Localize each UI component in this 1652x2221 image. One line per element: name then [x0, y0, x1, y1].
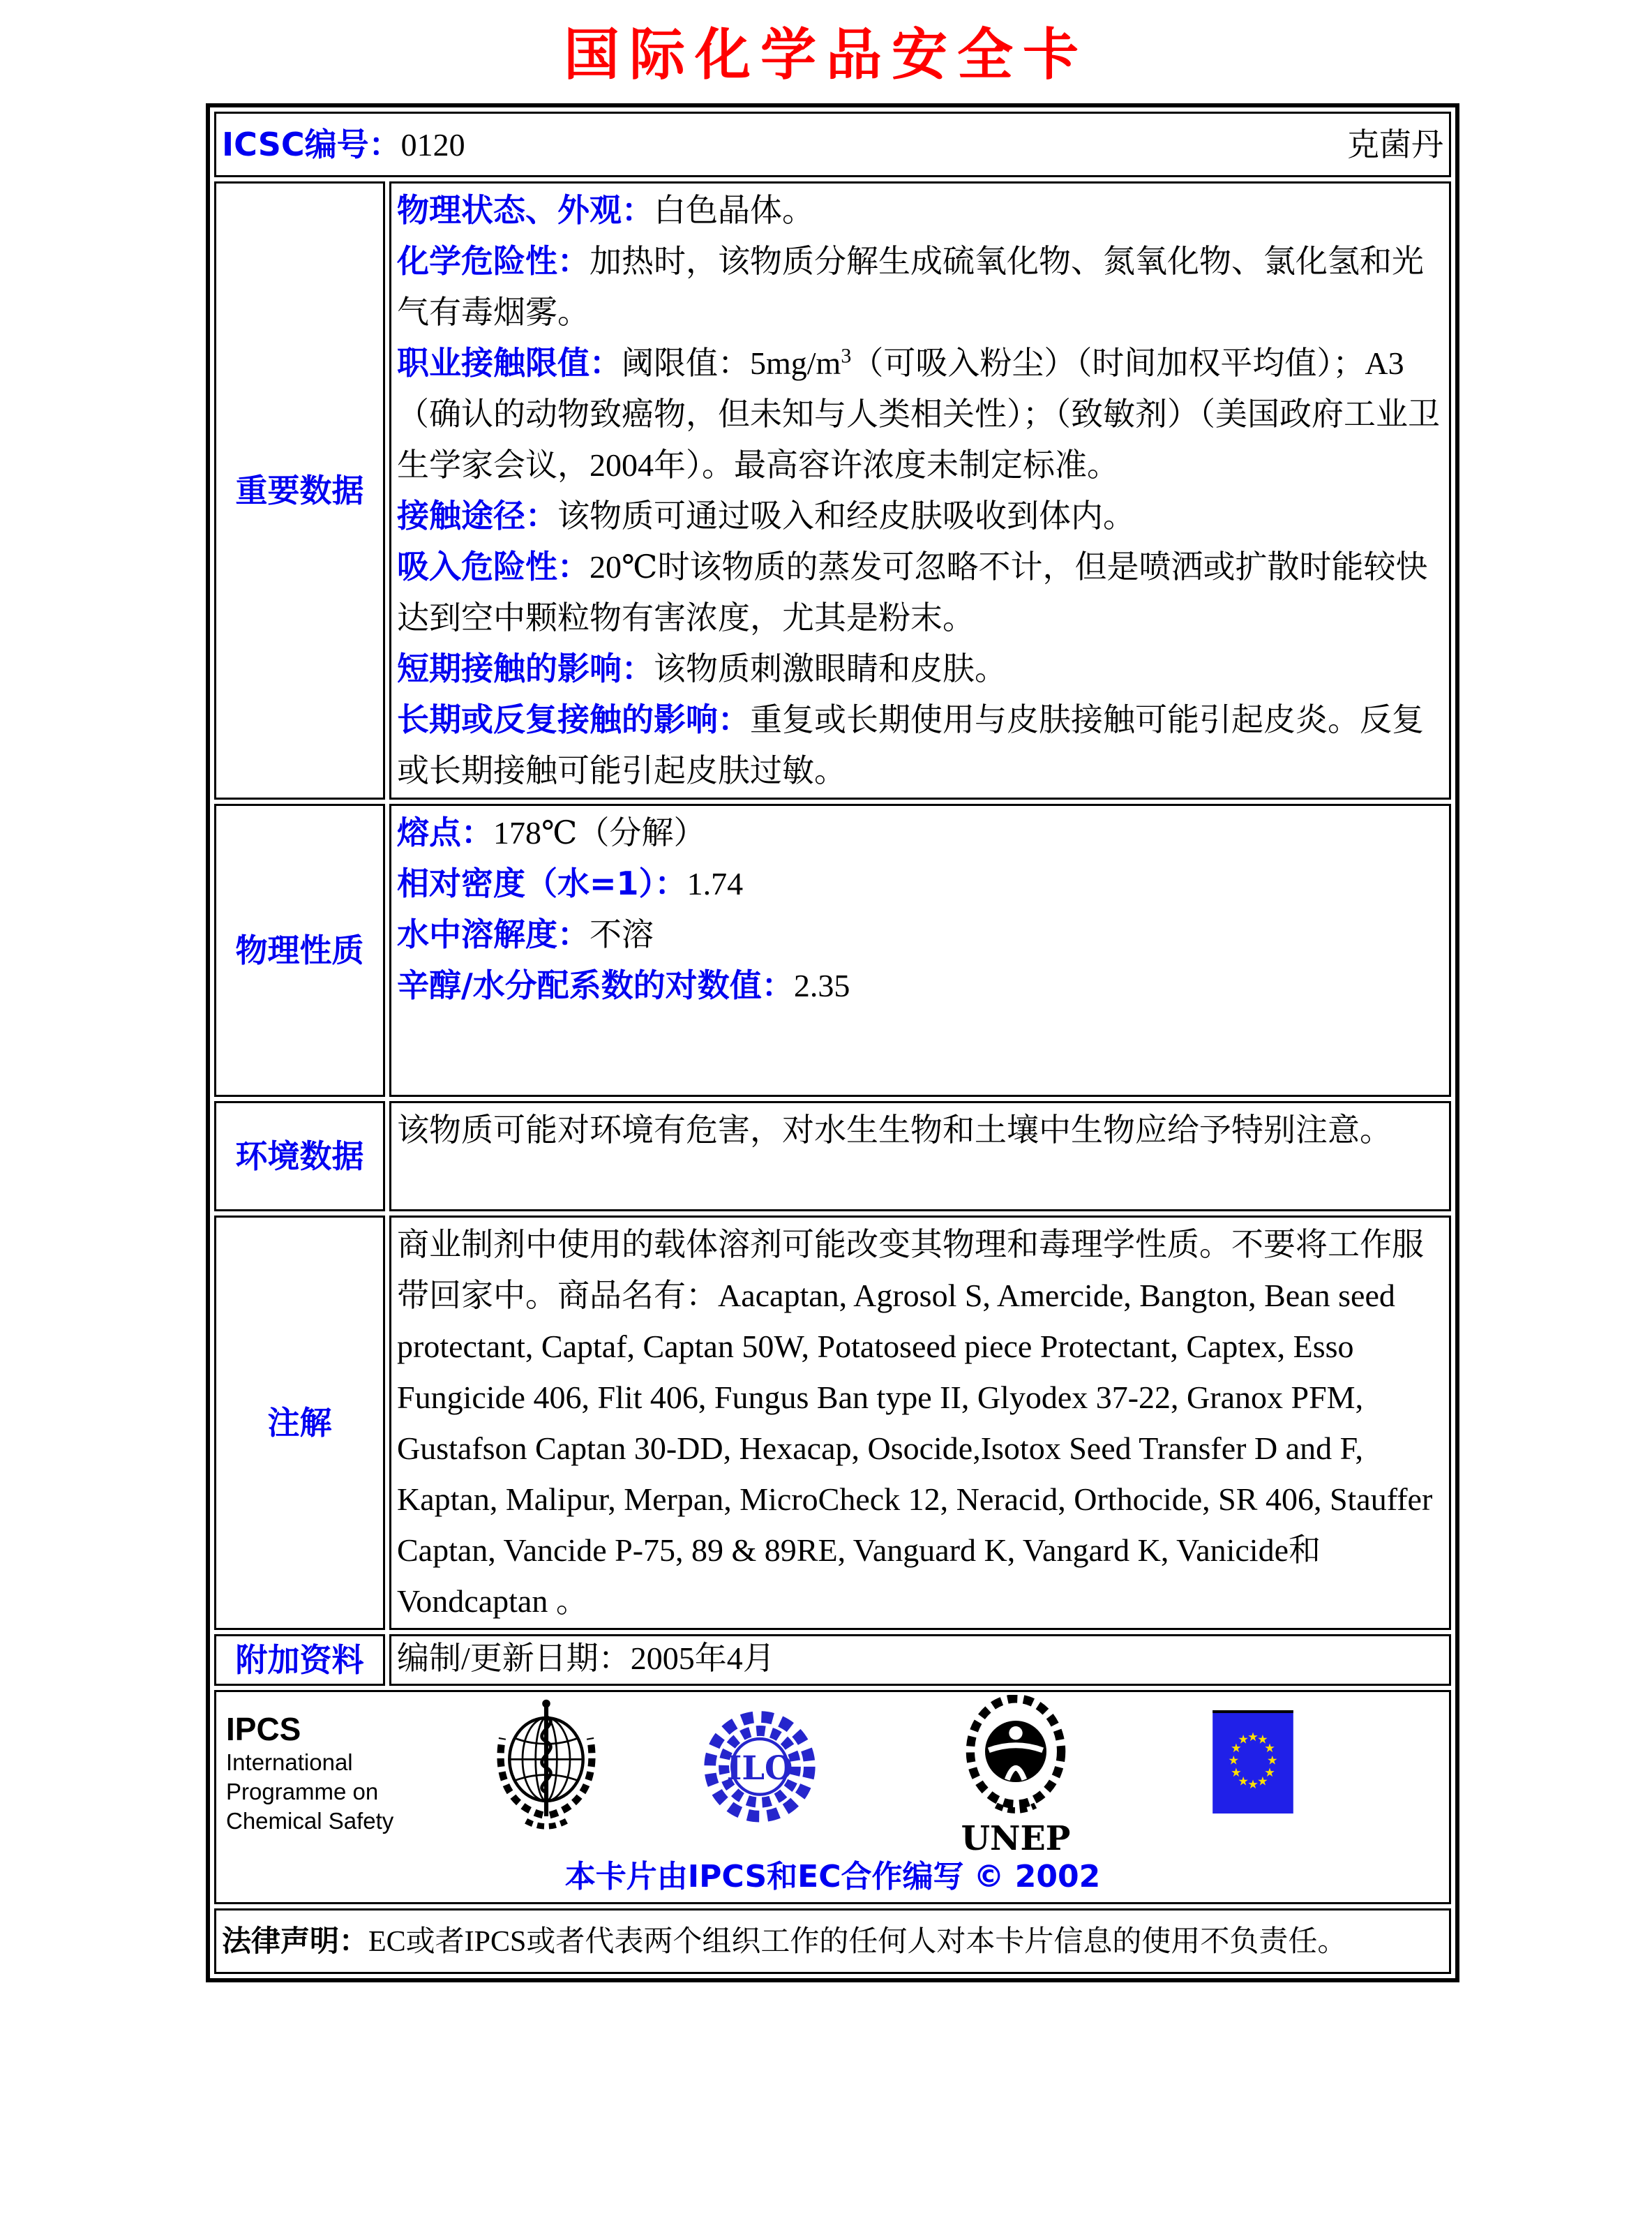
field-row	[397, 236, 1442, 338]
field-value: 不溶	[590, 917, 654, 952]
field-label: 化学危险性：	[397, 242, 590, 280]
ipcs-line-3: Chemical Safety	[226, 1808, 394, 1834]
field-value: 该物质刺激眼睛和皮肤。	[654, 651, 1007, 687]
field-value: 178℃（分解）	[493, 815, 706, 851]
field-row	[397, 694, 1442, 796]
unep-logo-icon	[954, 1695, 1077, 1855]
field-value: 编制/更新日期：2005年4月	[397, 1640, 775, 1676]
notes-content	[389, 1216, 1451, 1630]
field-label: 水中溶解度：	[397, 915, 590, 953]
legal-cell	[214, 1908, 1451, 1974]
field-value: 该物质可通过吸入和经皮肤吸收到体内。	[557, 498, 1135, 534]
field-row	[397, 491, 1442, 541]
section-label-environmental-data: 环境数据	[214, 1101, 385, 1211]
svg-text:★: ★	[1228, 1753, 1240, 1768]
additional-info-content	[389, 1634, 1451, 1686]
icsc-number-field	[222, 119, 465, 170]
legal-label: 法律声明：	[222, 1923, 369, 1958]
field-label: 短期接触的影响：	[397, 650, 654, 687]
field-label: 熔点：	[397, 814, 493, 851]
svg-text:★: ★	[1247, 1730, 1259, 1744]
field-row	[397, 1219, 1442, 1627]
section-label-additional-info: 附加资料	[214, 1634, 385, 1686]
svg-text:★: ★	[1264, 1765, 1275, 1780]
svg-text:★: ★	[1238, 1733, 1249, 1747]
svg-text:★: ★	[1238, 1774, 1249, 1789]
unep-letters: UNEP	[961, 1818, 1071, 1855]
field-value: 1.74	[686, 866, 744, 902]
logos-cell	[214, 1690, 1451, 1904]
field-row	[397, 807, 1442, 858]
environmental-data-content	[389, 1101, 1451, 1211]
ipcs-line-1: International	[226, 1749, 353, 1775]
ilo-letters: ILO	[726, 1749, 793, 1788]
ilo-logo-icon	[702, 1702, 818, 1841]
icsc-card-table	[206, 103, 1459, 1982]
field-label: 物理状态、外观：	[397, 191, 654, 229]
svg-text:★: ★	[1231, 1765, 1242, 1780]
field-label: 职业接触限值：	[397, 344, 622, 382]
field-label: 接触途径：	[397, 497, 557, 534]
field-value: 商业制剂中使用的载体溶剂可能改变其物理和毒理学性质。不要将工作服带回家中。商品名有：Aacaptan, Agrosol S, Amercide, Bangton, Bean seed protectant, Captaf, Captan 50W, Potatoseed piece Protectant, Captex, Esso Fungicide 406, Flit 406, Fungus Ban type II, Glyodex 37-22, Granox PFM, Gustafson Captan 30-DD, Hexacap, Osocide,Isotox Seed Transfer D and F, Kaptan, Malipur, Merpan, MicroCheck 12, Neracid, Orthocide, SR 406, Stauffer Captan, Vancide P-75, 89 & 89RE, Vanguard K, Vangard K, Vanicide和Vondcaptan 。	[397, 1227, 1433, 1619]
field-value: 白色晶体。	[654, 193, 814, 228]
who-logo-icon	[487, 1698, 606, 1840]
field-value: 加热时，该物质分解生成硫氧化物、氮氧化物、氯化氢和光气有毒烟雾。	[397, 244, 1424, 330]
header-row	[214, 112, 1451, 177]
logos-row	[214, 1690, 1451, 1904]
icsc-number-value: 0120	[400, 126, 465, 163]
field-row	[397, 643, 1442, 694]
important-data-row	[214, 181, 1451, 800]
eu-flag-icon	[1212, 1710, 1293, 1814]
field-value: （可吸入粉尘）（时间加权平均值）；A3（确认的动物致癌物，但未知与人类相关性）；（致敏剂）（美国政府工业卫生学家会议，2004年）。最高容许浓度未制定标准。	[397, 345, 1440, 483]
field-row	[397, 541, 1442, 643]
field-label: 长期或反复接触的影响：	[397, 701, 750, 738]
section-label-important-data: 重要数据	[214, 181, 385, 800]
field-row	[397, 960, 1442, 1011]
field-label: 吸入危险性：	[397, 548, 590, 585]
ipcs-line-2: Programme on	[226, 1779, 379, 1804]
environmental-data-row	[214, 1101, 1451, 1211]
copyright-text: © 2002	[973, 1859, 1101, 1894]
field-label: 辛醇/水分配系数的对数值：	[397, 966, 794, 1004]
important-data-content	[389, 181, 1451, 800]
field-value: 该物质可能对环境有危害，对水生生物和土壤中生物应给予特别注意。	[397, 1112, 1392, 1148]
svg-text:★: ★	[1257, 1774, 1268, 1789]
field-row	[397, 185, 1442, 236]
svg-text:★: ★	[1266, 1753, 1278, 1768]
field-row	[397, 1638, 1442, 1680]
logo-strip	[216, 1692, 1449, 1855]
superscript: 3	[841, 344, 852, 368]
section-label-notes: 注解	[214, 1216, 385, 1630]
chemical-name: 克菌丹	[1347, 126, 1443, 163]
field-value: 重复或长期使用与皮肤接触可能引起皮炎。反复或长期接触可能引起皮肤过敏。	[397, 702, 1424, 788]
svg-text:★: ★	[1264, 1742, 1275, 1756]
field-row	[397, 858, 1442, 909]
physical-properties-content	[389, 804, 1451, 1097]
legal-row	[214, 1908, 1451, 1974]
svg-text:★: ★	[1231, 1742, 1242, 1756]
svg-text:★: ★	[1247, 1778, 1259, 1793]
legal-text: EC或者IPCS或者代表两个组织工作的任何人对本卡片信息的使用不负责任。	[368, 1925, 1347, 1958]
field-label: 相对密度（水=1）：	[397, 865, 687, 902]
ipcs-acronym: IPCS	[226, 1711, 301, 1747]
field-value: 2.35	[793, 968, 850, 1003]
physical-properties-row	[214, 804, 1451, 1097]
cooperation-caption	[216, 1851, 1449, 1902]
notes-row	[214, 1216, 1451, 1630]
field-value: 阈限值：5mg/m	[622, 345, 841, 381]
field-row	[397, 1105, 1442, 1156]
page-title: 国际化学品安全卡	[564, 22, 1088, 87]
field-row	[397, 338, 1442, 491]
additional-info-row	[214, 1634, 1451, 1686]
field-value: 20℃时该物质的蒸发可忽略不计，但是喷洒或扩散时能较快达到空中颗粒物有害浓度，尤其是粉末。	[397, 549, 1428, 636]
header-cell	[214, 112, 1451, 177]
section-label-physical-properties: 物理性质	[214, 804, 385, 1097]
icsc-number-label: ICSC编号：	[222, 125, 401, 163]
svg-text:★: ★	[1257, 1733, 1268, 1747]
caption-text: 本卡片由IPCS和EC合作编写	[564, 1859, 964, 1894]
field-row	[397, 909, 1442, 960]
ipcs-text-block	[226, 1710, 393, 1836]
